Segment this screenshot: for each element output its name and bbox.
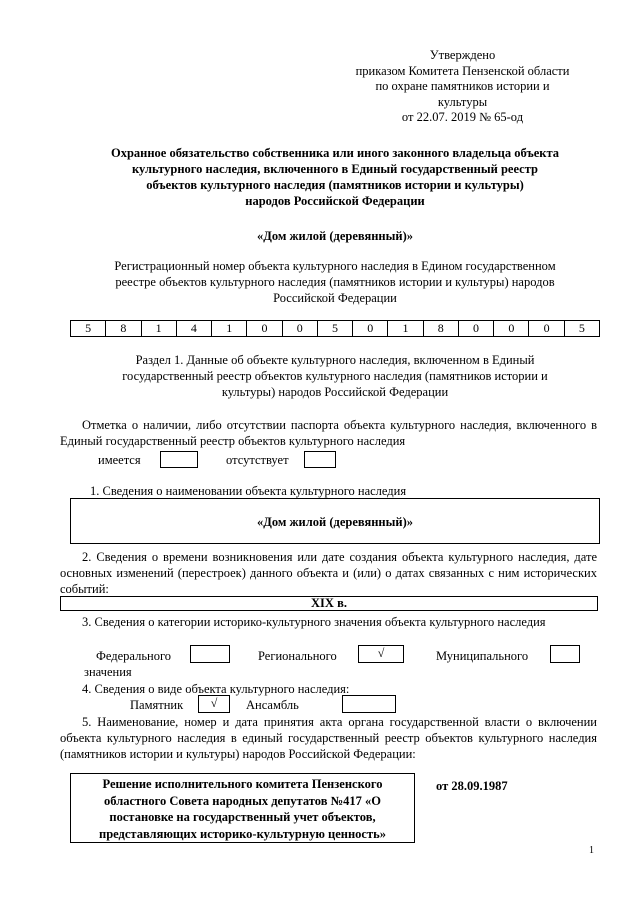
municipal-checkbox[interactable]: [550, 645, 580, 663]
approval-line-3: по охране памятников истории и: [375, 79, 550, 93]
title-line-2: культурного наследия, включенного в Единый государственный реестр: [132, 162, 538, 176]
document-title: [60, 145, 610, 209]
monument-checkbox[interactable]: √: [198, 695, 230, 713]
registration-caption-line-1: Регистрационный номер объекта культурного наследия в Едином государственном: [114, 259, 556, 273]
act-name-box: [70, 773, 415, 843]
ensemble-label: Ансамбль: [246, 698, 299, 712]
item-4-label: 4. Сведения о виде объекта культурного наследия:: [82, 682, 350, 696]
registration-digit: 8: [106, 321, 141, 336]
registration-number-grid: [70, 320, 600, 337]
title-line-4: народов Российской Федерации: [245, 194, 425, 208]
item-5-label: 5. Наименование, номер и дата принятия акта органа государственной власти о включении объекта культурного наследия в единый государственный реестр объектов культурного наследия (памятников истории и культуры) народов Российской Федерации:: [60, 715, 597, 761]
registration-digit: 0: [459, 321, 494, 336]
item-2-label: 2. Сведения о времени возникновения или дате создания объекта культурного наследия, дате основных изменений (перестроек) данного объекта и (или) о датах связанных с ним исторических событий:: [60, 550, 597, 596]
regional-label: Регионального: [258, 649, 337, 663]
creation-period-box: XIX в.: [60, 596, 598, 611]
section-1-line-2: государственный реестр объектов культурного наследия (памятников истории и: [122, 369, 548, 383]
registration-digit: 4: [177, 321, 212, 336]
act-line-4: представляющих историко-культурную ценность»: [99, 826, 386, 841]
title-line-3: объектов культурного наследия (памятников истории и культуры): [146, 178, 524, 192]
act-line-1: Решение исполнительного комитета Пензенского: [102, 777, 383, 791]
passport-note: Отметка о наличии, либо отсутствии паспорта объекта культурного наследия, включенного в Единый государственный реестр объектов культурного наследия: [60, 418, 597, 448]
approval-line-2: приказом Комитета Пензенской области: [355, 63, 570, 78]
object-name-heading: «Дом жилой (деревянный)»: [256, 229, 414, 243]
registration-digit: 5: [318, 321, 353, 336]
approval-line-4: культуры: [437, 94, 488, 109]
municipal-label: Муниципального: [436, 649, 529, 663]
passport-has-checkbox[interactable]: [160, 451, 198, 468]
registration-digit: 1: [142, 321, 177, 336]
registration-digit: 0: [494, 321, 529, 336]
registration-digit: 0: [353, 321, 388, 336]
regional-checkbox[interactable]: √: [358, 645, 404, 663]
approval-line-1: Утверждено: [429, 48, 496, 62]
item-1-label: 1. Сведения о наименовании объекта культурного наследия: [90, 484, 407, 498]
registration-digit: 0: [283, 321, 318, 336]
act-date: от 28.09.1987: [436, 779, 508, 793]
registration-digit: 1: [212, 321, 247, 336]
section-1-heading: [80, 352, 590, 400]
item-3-label: 3. Сведения о категории историко-культурного значения объекта культурного наследия: [82, 615, 546, 629]
registration-digit: 0: [247, 321, 282, 336]
registration-digit: 5: [578, 321, 585, 335]
significance-suffix: значения: [84, 665, 132, 679]
passport-has-label: имеется: [98, 453, 141, 467]
title-line-1: Охранное обязательство собственника или иного законного владельца объекта: [110, 146, 560, 160]
registration-digit: 8: [424, 321, 459, 336]
monument-label: Памятник: [130, 698, 184, 712]
registration-digit: 1: [388, 321, 423, 336]
section-1-line-3: культуры) народов Российской Федерации: [221, 385, 449, 399]
registration-caption-line-2: реестре объектов культурного наследия (памятников истории и культуры) народов: [115, 275, 555, 289]
registration-number-caption: [60, 258, 610, 306]
approval-stamp: [330, 48, 595, 126]
page-number: 1: [589, 845, 594, 856]
act-line-3: постановке на государственный учет объектов,: [109, 810, 376, 824]
passport-missing-label: отсутствует: [226, 453, 289, 467]
registration-digit: 5: [71, 321, 106, 336]
ensemble-checkbox[interactable]: [342, 695, 396, 713]
passport-missing-checkbox[interactable]: [304, 451, 336, 468]
registration-digit: 0: [529, 321, 564, 336]
act-line-2: областного Совета народных депутатов №417 «О: [104, 793, 381, 808]
federal-label: Федерального: [96, 649, 172, 663]
section-1-line-1: Раздел 1. Данные об объекте культурного наследия, включенном в Единый: [135, 353, 535, 367]
registration-caption-line-3: Российской Федерации: [273, 291, 397, 305]
approval-line-5: от 22.07. 2019 № 65-од: [401, 110, 524, 124]
object-name-box: «Дом жилой (деревянный)»: [70, 498, 600, 544]
federal-checkbox[interactable]: [190, 645, 230, 663]
